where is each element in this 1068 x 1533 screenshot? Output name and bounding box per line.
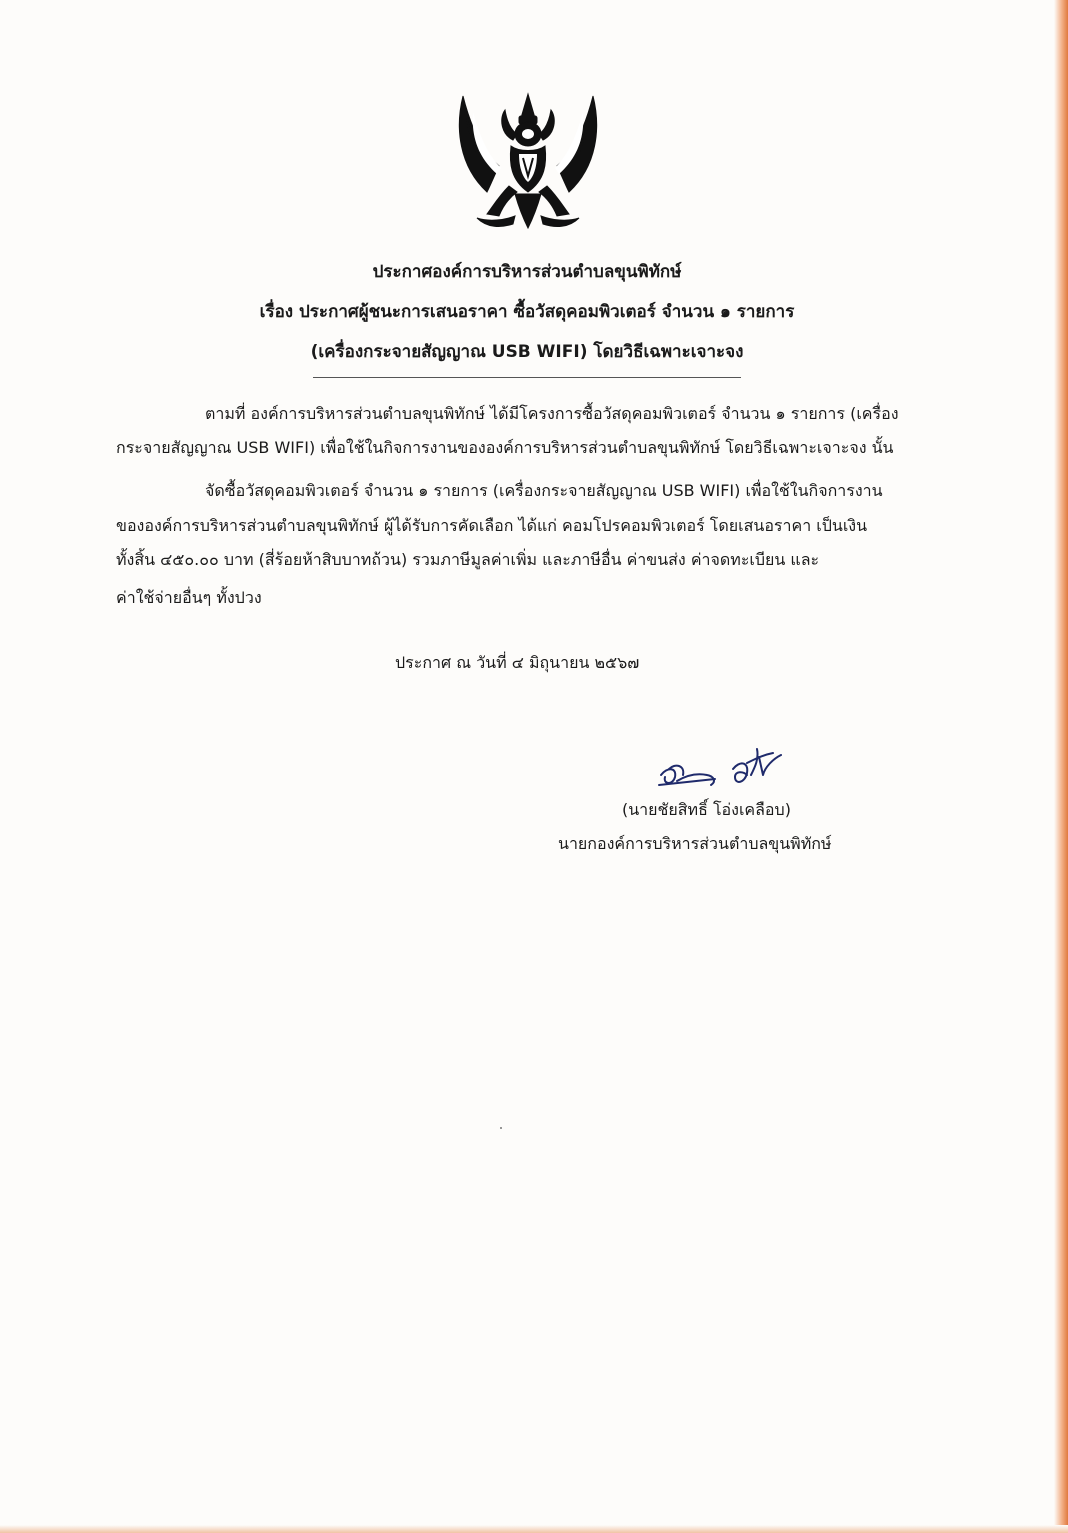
announcement-title: ประกาศองค์การบริหารส่วนตำบลขุนพิทักษ์ xyxy=(372,262,682,282)
handwritten-signature xyxy=(655,745,790,795)
header-divider xyxy=(313,377,741,378)
paragraph1-line: ตามที่ องค์การบริหารส่วนตำบลขุนพิทักษ์ ได้มีโครงการซื้อวัสดุคอมพิวเตอร์ จำนวน ๑ รายการ (เครื่อง xyxy=(205,404,899,423)
paper-speck xyxy=(500,1127,502,1129)
announcement-subject: เรื่อง ประกาศผู้ชนะการเสนอราคา ซื้อวัสดุคอมพิวเตอร์ จำนวน ๑ รายการ xyxy=(259,302,795,322)
page-edge-right xyxy=(1054,0,1068,1533)
page-edge-bottom xyxy=(0,1525,1068,1533)
paragraph2-line: ค่าใช้จ่ายอื่นๆ ทั้งปวง xyxy=(116,588,262,607)
paragraph2-line: ทั้งสิ้น ๔๕๐.๐๐ บาท (สี่ร้อยห้าสิบบาทถ้วน) รวมภาษีมูลค่าเพิ่ม และภาษีอื่น ค่าขนส่ง ค่าจดทะเบียน และ xyxy=(116,550,820,569)
announcement-subject-continued: (เครื่องกระจายสัญญาณ USB WIFI) โดยวิธีเฉพาะเจาะจง xyxy=(310,342,744,362)
paragraph2-line: จัดซื้อวัสดุคอมพิวเตอร์ จำนวน ๑ รายการ (เครื่องกระจายสัญญาณ USB WIFI) เพื่อใช้ในกิจการงาน xyxy=(205,481,883,500)
garuda-emblem xyxy=(449,88,607,236)
paragraph2-line: ขององค์การบริหารส่วนตำบลขุนพิทักษ์ ผู้ได้รับการคัดเลือก ได้แก่ คอมโปรคอมพิวเตอร์ โดยเสนอราคา เป็นเงิน xyxy=(116,516,868,535)
signatory-name: (นายชัยสิทธิ์ โอ่งเคลือบ) xyxy=(622,800,791,819)
signatory-title: นายกองค์การบริหารส่วนตำบลขุนพิทักษ์ xyxy=(558,834,832,853)
paragraph1-line: กระจายสัญญาณ USB WIFI) เพื่อใช้ในกิจการงานขององค์การบริหารส่วนตำบลขุนพิทักษ์ โดยวิธีเฉพาะเจาะจง นั้น xyxy=(116,438,894,457)
announcement-date: ประกาศ ณ วันที่ ๔ มิถุนายน ๒๕๖๗ xyxy=(395,653,640,672)
